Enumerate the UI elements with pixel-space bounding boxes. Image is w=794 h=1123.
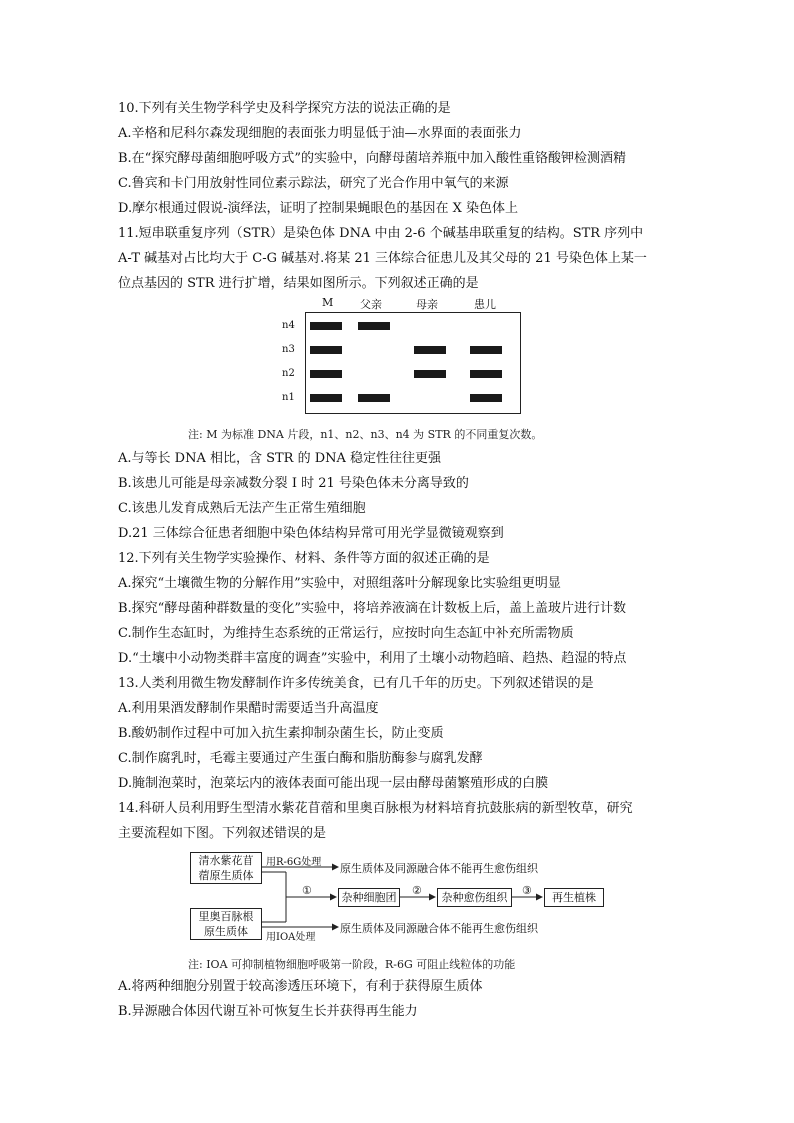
- label-r6g-treatment: 用R-6G处理: [266, 857, 322, 868]
- q11-option-d: D.21 三体综合征患者细胞中染色体结构异常可用光学显微镜观察到: [118, 526, 504, 541]
- q11-stem-line2: A-T 碱基对占比均大于 C-G 碱基对.将某 21 三体综合征患儿及其父母的 21 号染色体上某一: [118, 251, 647, 266]
- label-no-regeneration-top: 原生质体及同源融合体不能再生愈伤组织: [340, 862, 538, 875]
- box-trefoil-protoplast: [190, 908, 262, 940]
- label-ioa-treatment: 用IOA处理: [266, 932, 316, 943]
- box-hybrid-cell-mass: 杂种细胞团: [338, 888, 400, 907]
- q13-option-a: A.利用果酒发酵制作果醋时需要适当升高温度: [118, 701, 379, 716]
- lane-label-child: 患儿: [474, 298, 496, 311]
- q14-option-b: B.异源融合体因代谢互补可恢复生长并获得再生能力: [118, 1004, 418, 1019]
- q11-stem-line1: 11.短串联重复序列（STR）是染色体 DNA 中由 2-6 个碱基串联重复的结构。STR 序列中: [118, 226, 644, 241]
- q12-option-d: D.“土壤中小动物类群丰富度的调查”实验中，利用了土壤小动物趋暗、趋热、趋湿的特点: [118, 651, 627, 666]
- q12-option-b: B.探究“酵母菌种群数量的变化”实验中，将培养液滴在计数板上后，盖上盖玻片进行计数: [118, 601, 626, 616]
- label-no-regeneration-bottom: 原生质体及同源融合体不能再生愈伤组织: [340, 922, 538, 935]
- q14-figure-note: 注: IOA 可抑制植物细胞呼吸第一阶段，R-6G 可阻止线粒体的功能: [188, 958, 516, 971]
- box-trefoil-line2: 原生质体: [204, 925, 248, 938]
- q11-option-b: B.该患儿可能是母亲减数分裂 I 时 21 号染色体未分离导致的: [118, 476, 469, 491]
- q14-stem-line2: 主要流程如下图。下列叙述错误的是: [118, 826, 327, 841]
- step-1-marker: ①: [302, 884, 312, 897]
- str-gel-figure: [276, 294, 522, 414]
- band-mother-n3: [414, 346, 446, 354]
- band-m-n4: [310, 322, 342, 330]
- q13-option-b: B.酸奶制作过程中可加入抗生素抑制杂菌生长，防止变质: [118, 726, 444, 741]
- step-3-marker: ③: [522, 884, 532, 897]
- box-trefoil-line1: 里奥百脉根: [198, 910, 254, 923]
- q13-option-d: D.腌制泡菜时，泡菜坛内的液体表面可能出现一层由酵母菌繁殖形成的白膜: [118, 776, 549, 791]
- row-label-n4: n4: [282, 320, 295, 331]
- q13-option-c: C.制作腐乳时，毛霉主要通过产生蛋白酶和脂肪酶参与腐乳发酵: [118, 751, 483, 766]
- band-m-n2: [310, 370, 342, 378]
- band-m-n1: [310, 394, 342, 402]
- q10-option-c: C.鲁宾和卡门用放射性同位素示踪法，研究了光合作用中氧气的来源: [118, 176, 509, 191]
- row-label-n1: n1: [282, 392, 295, 403]
- q11-figure-note: 注: M 为标准 DNA 片段，n1、n2、n3、n4 为 STR 的不同重复次数。: [188, 428, 543, 441]
- q14-option-a: A.将两种细胞分别置于较高渗透压环境下，有利于获得原生质体: [118, 979, 483, 994]
- box-alfalfa-line2: 蓿原生质体: [198, 869, 254, 882]
- band-father-n1: [358, 394, 390, 402]
- band-child-n3: [470, 346, 502, 354]
- lane-label-father: 父亲: [360, 298, 382, 311]
- band-mother-n2: [414, 370, 446, 378]
- band-child-n2: [470, 370, 502, 378]
- q12-option-a: A.探究“土壤微生物的分解作用”实验中，对照组落叶分解现象比实验组更明显: [118, 576, 561, 591]
- q11-option-a: A.与等长 DNA 相比，含 STR 的 DNA 稳定性往往更强: [118, 451, 442, 466]
- band-m-n3: [310, 346, 342, 354]
- q11-stem-line3: 位点基因的 STR 进行扩增，结果如图所示。下列叙述正确的是: [118, 276, 479, 291]
- protoplast-fusion-flowchart: [190, 848, 610, 943]
- box-regenerated-plant: 再生植株: [544, 888, 604, 907]
- q11-option-c: C.该患儿发育成熟后无法产生正常生殖细胞: [118, 501, 366, 516]
- step-2-marker: ②: [412, 884, 422, 897]
- q10-option-b: B.在“探究酵母菌细胞呼吸方式”的实验中，向酵母菌培养瓶中加入酸性重铬酸钾检测酒精: [118, 151, 626, 166]
- band-child-n1: [470, 394, 502, 402]
- box-hybrid-callus: 杂种愈伤组织: [437, 888, 512, 907]
- row-label-n2: n2: [282, 368, 295, 379]
- q12-option-c: C.制作生态缸时，为维持生态系统的正常运行，应按时向生态缸中补充所需物质: [118, 626, 574, 641]
- q10-option-d: D.摩尔根通过假说-演绎法，证明了控制果蝇眼色的基因在 X 染色体上: [118, 201, 519, 216]
- q14-stem-line1: 14.科研人员利用野生型清水紫花苜蓿和里奥百脉根为材料培育抗鼓胀病的新型牧草，研究: [118, 801, 633, 816]
- lane-label-mother: 母亲: [416, 298, 438, 311]
- q10-option-a: A.辛格和尼科尔森发现细胞的表面张力明显低于油—水界面的表面张力: [118, 126, 522, 141]
- row-label-n3: n3: [282, 344, 295, 355]
- q13-stem: 13.人类利用微生物发酵制作许多传统美食，已有几千年的历史。下列叙述错误的是: [118, 676, 594, 691]
- q12-stem: 12.下列有关生物学实验操作、材料、条件等方面的叙述正确的是: [118, 551, 490, 566]
- lane-label-m: M: [322, 296, 334, 309]
- box-alfalfa-protoplast: [190, 852, 262, 884]
- box-alfalfa-line1: 清水紫花苜: [198, 854, 254, 867]
- q10-stem: 10.下列有关生物学科学史及科学探究方法的说法正确的是: [118, 101, 451, 116]
- band-father-n4: [358, 322, 390, 330]
